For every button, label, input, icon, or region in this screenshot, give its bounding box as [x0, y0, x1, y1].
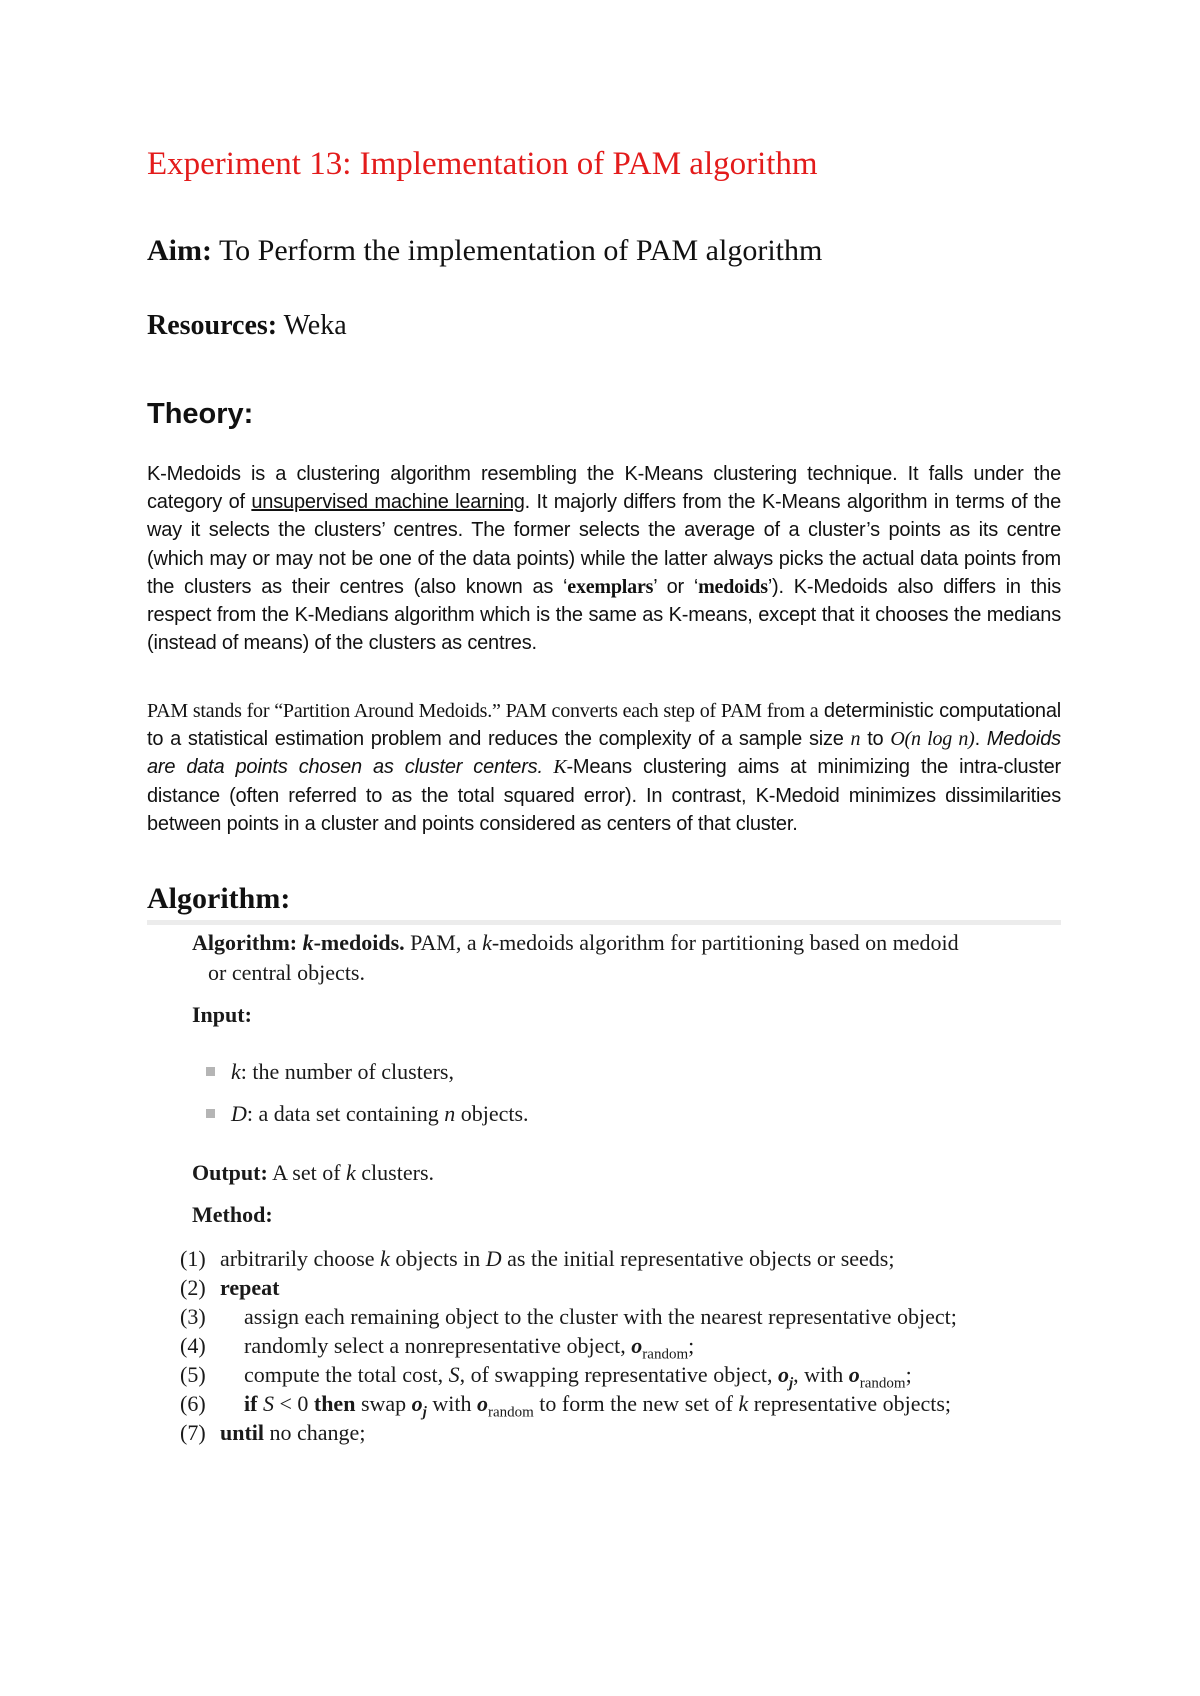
p2-to: to	[860, 728, 891, 751]
theory-paragraph-2	[147, 697, 1061, 838]
algo-k2: k	[482, 930, 492, 955]
method-step-2: (2) repeat	[180, 1275, 280, 1300]
exemplars-term: exemplars	[567, 575, 654, 598]
p2-complexity: O(n log n)	[890, 728, 975, 751]
resources-line	[147, 310, 347, 342]
algo-k: k	[302, 930, 314, 955]
input-bullet-2: D: a data set containing n objects.	[206, 1101, 529, 1127]
method-label: Method:	[192, 1202, 273, 1227]
p2-text-c: -Means clustering aims at minimizing the intra-cluster distance (often referred to as the total squared error). In contrast, K-Medoid minimizes dissimilarities between points in a cluster and points considered as centers of that cluster.	[147, 756, 1061, 835]
p1-text-b: . It majorly differs from the K-Means algorithm in terms of the way it selects the clusters’ centres. The former selects the average of a cluster’s points as its centre (which may or may not be one of the data points) while the latter always picks the actual data points from the clusters as their centres (also known as ‘	[147, 491, 1061, 598]
algorithm-title-line	[192, 930, 959, 956]
p2-text-a: PAM stands for “Partition Around Medoids.” PAM converts each step of PAM from a	[147, 700, 819, 722]
resources-text: Weka	[277, 310, 347, 341]
method-step-1: (1) arbitrarily choose k objects in D as the initial representative objects or seeds;	[180, 1246, 895, 1271]
algo-label: Algorithm:	[192, 930, 303, 955]
aim-line	[147, 234, 822, 268]
p2-k: K	[542, 756, 567, 779]
aim-text: To Perform the implementation of PAM algorithm	[211, 234, 823, 267]
p1-text-c: ’ or ‘	[653, 575, 699, 598]
method-step-5: (5) compute the total cost, S, of swapping representative object, $o_j$, with $o_{random}$;	[180, 1362, 912, 1392]
resources-label: Resources:	[147, 310, 278, 341]
theory-heading: Theory:	[147, 398, 254, 430]
algo-rest2: -medoids algorithm for partitioning based on medoid	[491, 930, 959, 955]
input-bullet-1: k: the number of clusters,	[206, 1059, 454, 1085]
algorithm-title-line-2: or central objects.	[208, 960, 365, 985]
p2-dot: .	[974, 728, 980, 751]
aim-label: Aim:	[147, 234, 212, 267]
p2-text-b: deterministic computational to a statistical estimation problem and reduces the complexity of a sample size	[147, 700, 1061, 751]
theory-paragraph-1	[147, 460, 1061, 657]
p2-italic: Medoids are data points chosen as cluster centers.	[147, 728, 1061, 779]
output-line: Output: A set of k clusters.	[192, 1160, 434, 1185]
algo-rest: PAM, a	[404, 930, 483, 955]
bullet-icon	[206, 1109, 215, 1118]
p2-n: n	[850, 728, 861, 751]
algorithm-divider	[147, 920, 1061, 925]
algorithm-heading: Algorithm:	[147, 882, 291, 915]
method-step-4: (4) randomly select a nonrepresentative object, $o_{random}$;	[180, 1333, 695, 1363]
bullet-icon	[206, 1067, 215, 1076]
unsupervised-learning-link[interactable]: unsupervised machine learning	[251, 491, 525, 514]
algo-medoids: -medoids.	[313, 930, 405, 955]
method-step-3: (3) assign each remaining object to the cluster with the nearest representative object;	[180, 1304, 957, 1329]
method-step-6: (6) if S < 0 then swap $o_j$ with $o_{random}$ to form the new set of k representative objects;	[180, 1391, 952, 1421]
p1-text-a: K-Medoids is a clustering algorithm resembling the K-Means clustering technique. It falls under the category of	[147, 463, 1061, 514]
page-title: Experiment 13: Implementation of PAM algorithm	[147, 146, 818, 182]
medoids-term: medoids	[698, 575, 768, 598]
p1-text-d: ’). K-Medoids also differs in this respect from the K-Medians algorithm which is the same as K-means, except that it chooses the medians (instead of means) of the clusters as centres.	[147, 575, 1062, 655]
method-step-7: (7) until no change;	[180, 1420, 366, 1445]
input-label: Input:	[192, 1002, 252, 1027]
